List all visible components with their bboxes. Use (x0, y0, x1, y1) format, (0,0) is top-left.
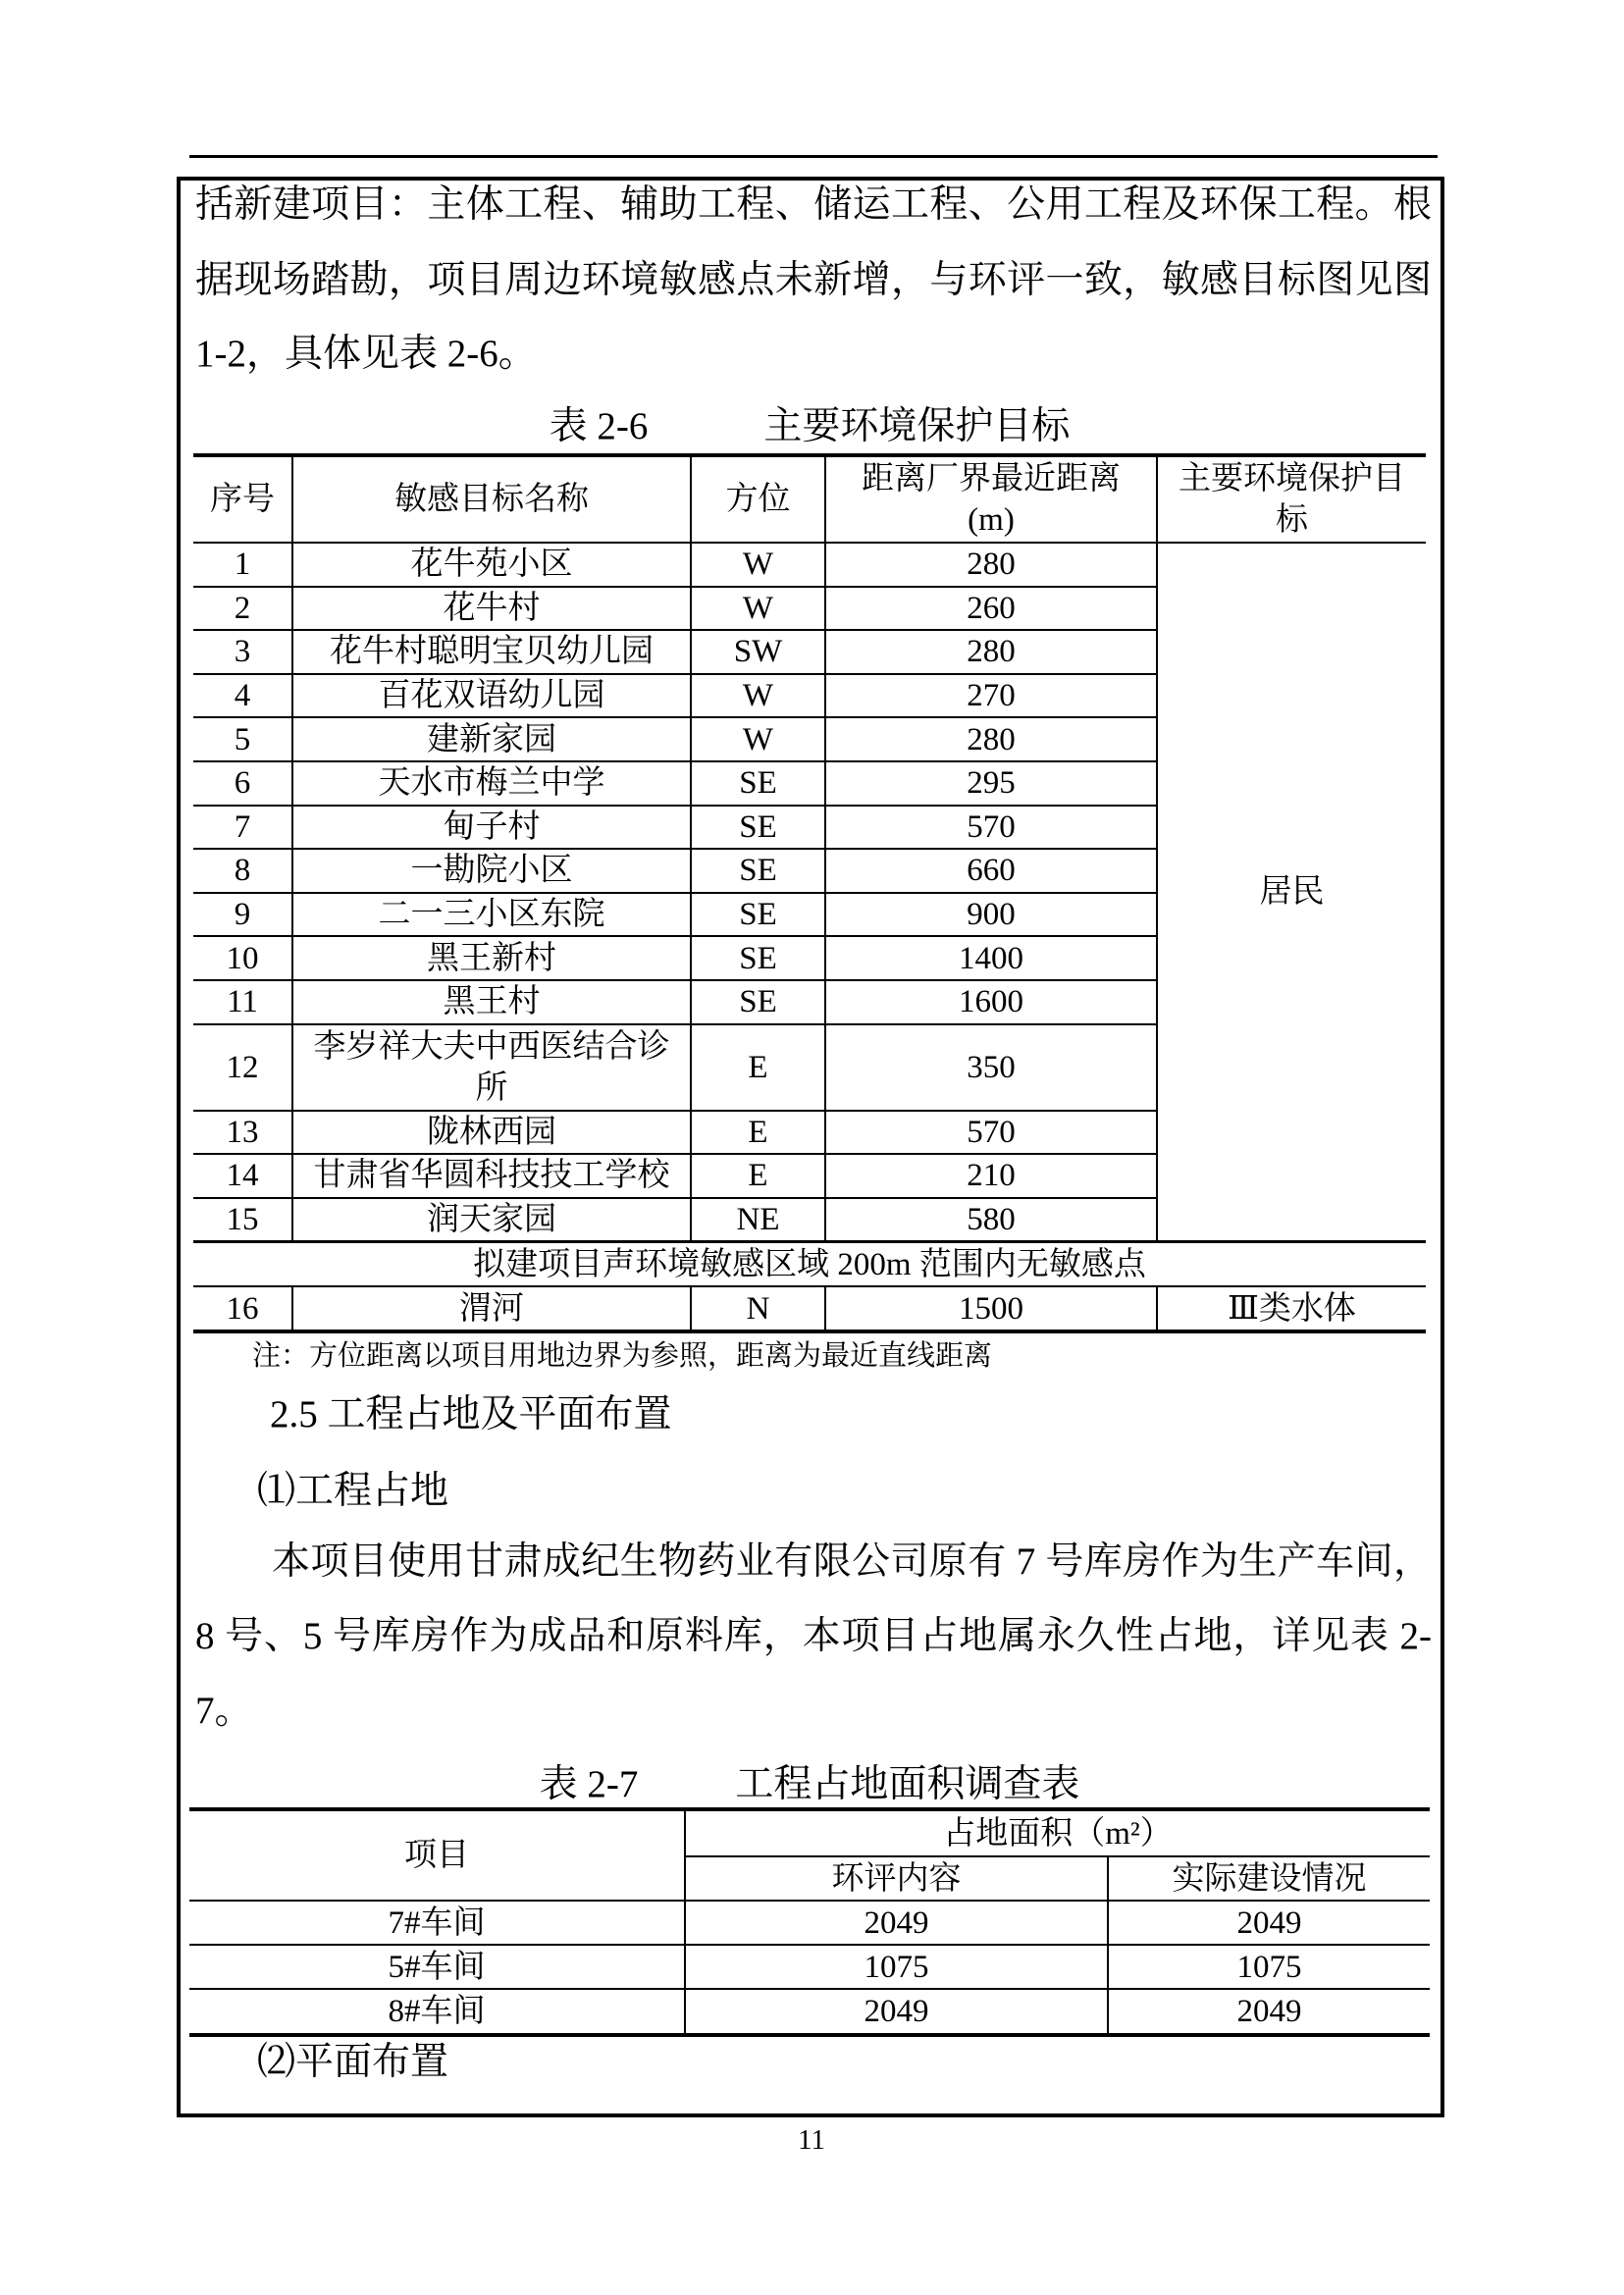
cell-direction: W (691, 543, 825, 587)
table-2-7-number: 表 2-7 (539, 1763, 639, 1805)
cell-name: 一勘院小区 (292, 849, 691, 893)
cell-direction: SE (691, 980, 825, 1024)
cell-index: 9 (193, 893, 292, 937)
intro-line-2: 据现场踏勘，项目周边环境敏感点未新增，与环评一致，敏感目标图见图 (195, 259, 1432, 301)
cell-distance: 350 (825, 1024, 1157, 1111)
cell-distance: 280 (825, 630, 1157, 674)
cell-index: 10 (193, 936, 292, 980)
cell-distance: 580 (825, 1198, 1157, 1242)
cell-direction: E (691, 1024, 825, 1111)
table-header-row (189, 1809, 1430, 1856)
cell-target: Ⅲ类水体 (1157, 1286, 1426, 1331)
cell-actual: 2049 (1108, 1989, 1430, 2035)
intro-line-1: 括新建项目：主体工程、辅助工程、储运工程、公用工程及环保工程。根 (195, 183, 1432, 226)
cell-distance: 570 (825, 806, 1157, 850)
header-name: 敏感目标名称 (292, 455, 691, 543)
table-2-6-title: 主要环境保护目标 (763, 405, 1071, 447)
cell-name: 甘肃省华圆科技技工学校 (292, 1154, 691, 1198)
cell-index: 11 (193, 980, 292, 1024)
paragraph-line-3: 7。 (195, 1690, 253, 1732)
table-2-7-caption (189, 1760, 1430, 1809)
cell-name: 百花双语幼儿园 (292, 674, 691, 718)
cell-direction: W (691, 587, 825, 631)
cell-direction: SE (691, 893, 825, 937)
table-row (193, 543, 1426, 587)
cell-index: 7 (193, 806, 292, 850)
cell-distance: 1500 (825, 1286, 1157, 1331)
cell-index: 14 (193, 1154, 292, 1198)
cell-name: 花牛村聪明宝贝幼儿园 (292, 630, 691, 674)
intro-line-3: 1-2，具体见表 2-6。 (195, 333, 537, 375)
table-note-row (193, 1242, 1426, 1287)
table-2-7-title: 工程占地面积调查表 (735, 1763, 1080, 1805)
cell-eia: 2049 (685, 1901, 1108, 1945)
cell-direction: W (691, 717, 825, 761)
header-direction: 方位 (691, 455, 825, 543)
page-number: 11 (798, 2124, 825, 2156)
table-row (189, 1901, 1430, 1945)
paragraph-line-1: 本项目使用甘肃成纪生物药业有限公司原有 7 号库房作为生产车间， (272, 1540, 1432, 1583)
cell-eia: 2049 (685, 1989, 1108, 2035)
table-2-7 (189, 1807, 1430, 2037)
subsection-heading-1: ⑴工程占地 (257, 1470, 449, 1512)
header-index: 序号 (193, 455, 292, 543)
table-row (189, 1989, 1430, 2035)
table-2-6-number: 表 2-6 (549, 405, 649, 447)
cell-index: 4 (193, 674, 292, 718)
cell-direction: SW (691, 630, 825, 674)
cell-note: 拟建项目声环境敏感区域 200m 范围内无敏感点 (193, 1242, 1426, 1287)
header-item: 项目 (189, 1809, 685, 1901)
header-distance: 距离厂界最近距离(m) (825, 455, 1157, 543)
cell-distance: 660 (825, 849, 1157, 893)
table-2-6 (193, 453, 1426, 1333)
table-row (189, 1945, 1430, 1989)
cell-direction: E (691, 1111, 825, 1155)
cell-name: 润天家园 (292, 1198, 691, 1242)
cell-index: 12 (193, 1024, 292, 1111)
cell-name: 陇林西园 (292, 1111, 691, 1155)
cell-index: 15 (193, 1198, 292, 1242)
cell-name: 花牛苑小区 (292, 543, 691, 587)
table-header-row (193, 455, 1426, 543)
cell-index: 8 (193, 849, 292, 893)
cell-item: 7#车间 (189, 1901, 685, 1945)
subsection-heading-2: ⑵平面布置 (257, 2041, 449, 2083)
cell-index: 2 (193, 587, 292, 631)
cell-actual: 1075 (1108, 1945, 1430, 1989)
cell-distance: 295 (825, 761, 1157, 806)
table-row (193, 1286, 1426, 1331)
cell-direction: NE (691, 1198, 825, 1242)
cell-direction: W (691, 674, 825, 718)
paragraph-line-2: 8 号、5 号库房作为成品和原料库，本项目占地属永久性占地，详见表 2- (195, 1615, 1432, 1657)
cell-actual: 2049 (1108, 1901, 1430, 1945)
cell-name: 建新家园 (292, 717, 691, 761)
table-2-6-footnote: 注：方位距离以项目用地边界为参照，距离为最近直线距离 (252, 1340, 993, 1372)
cell-index: 6 (193, 761, 292, 806)
cell-name: 二一三小区东院 (292, 893, 691, 937)
cell-distance: 210 (825, 1154, 1157, 1198)
header-actual: 实际建设情况 (1108, 1856, 1430, 1901)
cell-name: 花牛村 (292, 587, 691, 631)
header-area-group: 占地面积（m²） (685, 1809, 1430, 1856)
cell-name: 天水市梅兰中学 (292, 761, 691, 806)
cell-distance: 280 (825, 543, 1157, 587)
cell-index: 5 (193, 717, 292, 761)
cell-name: 渭河 (292, 1286, 691, 1331)
cell-index: 13 (193, 1111, 292, 1155)
cell-name: 黑王新村 (292, 936, 691, 980)
cell-item: 5#车间 (189, 1945, 685, 1989)
cell-name: 甸子村 (292, 806, 691, 850)
cell-eia: 1075 (685, 1945, 1108, 1989)
cell-direction: SE (691, 936, 825, 980)
cell-distance: 570 (825, 1111, 1157, 1155)
cell-index: 1 (193, 543, 292, 587)
cell-distance: 1400 (825, 936, 1157, 980)
cell-direction: SE (691, 761, 825, 806)
cell-index: 3 (193, 630, 292, 674)
header-target: 主要环境保护目标 (1157, 455, 1426, 543)
cell-distance: 270 (825, 674, 1157, 718)
cell-distance: 1600 (825, 980, 1157, 1024)
page-header-rule (189, 155, 1438, 158)
section-heading: 2.5 工程占地及平面布置 (270, 1393, 672, 1435)
cell-item: 8#车间 (189, 1989, 685, 2035)
cell-direction: E (691, 1154, 825, 1198)
cell-name: 黑王村 (292, 980, 691, 1024)
table-2-6-caption (193, 402, 1426, 451)
cell-target-residents: 居民 (1157, 543, 1426, 1242)
cell-direction: N (691, 1286, 825, 1331)
cell-distance: 900 (825, 893, 1157, 937)
header-eia: 环评内容 (685, 1856, 1108, 1901)
cell-direction: SE (691, 806, 825, 850)
cell-direction: SE (691, 849, 825, 893)
cell-name: 李岁祥大夫中西医结合诊所 (292, 1024, 691, 1111)
cell-distance: 280 (825, 717, 1157, 761)
cell-distance: 260 (825, 587, 1157, 631)
cell-index: 16 (193, 1286, 292, 1331)
